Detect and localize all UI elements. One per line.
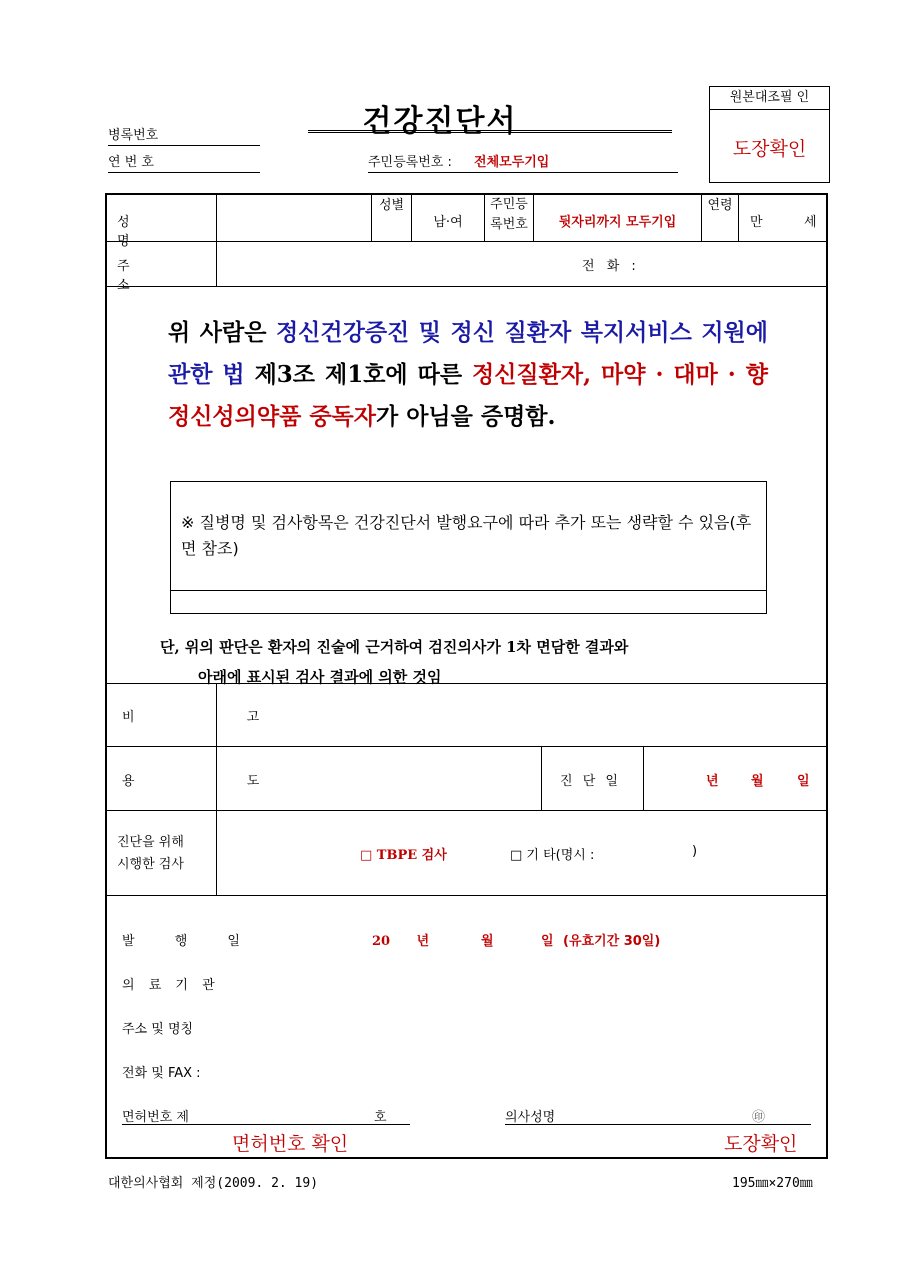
statement-part3: 가 아님을 증명함. bbox=[375, 403, 556, 430]
serial-number-field bbox=[108, 151, 260, 173]
column-divider bbox=[643, 746, 644, 810]
age-label: 연령 bbox=[707, 198, 733, 213]
disclaimer bbox=[160, 632, 820, 692]
header-resident-field bbox=[368, 151, 678, 173]
gender-label: 성별 bbox=[378, 198, 405, 213]
phone-label: 전 화 : bbox=[582, 259, 640, 274]
tbpe-test-checkbox[interactable]: □ TBPE 검사 bbox=[360, 848, 447, 863]
license-label: 면허번호 제 bbox=[122, 1110, 189, 1125]
issue-day: 일 bbox=[541, 934, 554, 949]
title-underline bbox=[308, 130, 672, 133]
row-divider bbox=[105, 895, 828, 896]
note-text: ※ 질병명 및 검사항목은 건강진단서 발행요구에 따라 추가 또는 생략할 수 있음(후면 참조) bbox=[181, 513, 752, 558]
note-box-divider bbox=[171, 590, 766, 591]
resident-number-note: 뒷자리까지 모두기입 bbox=[558, 215, 677, 230]
other-test-close: ) bbox=[692, 844, 698, 859]
diagnosis-date-label: 진 단 일 bbox=[560, 774, 621, 789]
row-divider bbox=[105, 810, 828, 811]
column-divider bbox=[738, 193, 739, 241]
row-divider bbox=[105, 241, 828, 242]
other-test-checkbox[interactable]: □ 기 타(명시 : bbox=[510, 848, 595, 863]
disclaimer-line1: 단, 위의 판단은 환자의 진술에 근거하여 검진의사가 1차 면담한 결과와 bbox=[160, 638, 629, 656]
footer-enactment: 대한의사협회 제정(2009. 2. 19) bbox=[108, 1176, 319, 1191]
reg-number-label: 병록번호 bbox=[108, 128, 159, 143]
tests-label-line2: 시행한 검사 bbox=[117, 857, 184, 872]
license-check-note: 면허번호 확인 bbox=[232, 1133, 349, 1155]
doctor-stamp-note: 도장확인 bbox=[724, 1133, 798, 1155]
issue-date-label: 발 행 일 bbox=[122, 934, 258, 949]
address-label: 주 소 bbox=[117, 259, 190, 293]
serial-number-label: 연 번 호 bbox=[108, 155, 154, 170]
note-box bbox=[170, 481, 767, 614]
resident-number-label: 주민등록번호 bbox=[490, 197, 528, 232]
name-label-cell bbox=[117, 211, 205, 249]
tests-label-line1: 진단을 위해 bbox=[117, 835, 184, 850]
disclaimer-line2: 아래에 표시된 검사 결과에 의한 것임 bbox=[198, 668, 442, 686]
age-suffix: 세 bbox=[804, 215, 817, 230]
column-divider bbox=[216, 193, 217, 286]
institution-address-label: 주소 및 명칭 bbox=[122, 1022, 194, 1037]
statement-part1: 위 사람은 bbox=[168, 319, 276, 346]
phone-fax-label: 전화 및 FAX : bbox=[122, 1066, 201, 1081]
statement-law: 정신건강증진 및 정신 질환자 복지서비스 지원에 관한 법 bbox=[168, 319, 768, 388]
doctor-name-label: 의사성명 bbox=[505, 1110, 556, 1125]
stamp-box-note: 도장확인 bbox=[732, 138, 807, 160]
row-divider bbox=[105, 286, 828, 287]
validity-period: (유효기간 30일) bbox=[563, 934, 661, 949]
issue-month: 월 bbox=[481, 934, 494, 949]
diagnosis-year: 년 bbox=[706, 774, 719, 789]
stamp-box-header: 원본대조필 인 bbox=[710, 87, 829, 110]
seal-mark: ㊞ bbox=[752, 1110, 766, 1125]
purpose-label: 용 도 bbox=[122, 774, 314, 789]
row-divider bbox=[105, 746, 828, 747]
reg-number-field bbox=[108, 124, 260, 146]
name-label: 성 명 bbox=[117, 215, 186, 249]
original-check-stamp-box bbox=[709, 86, 830, 183]
tests-label bbox=[117, 832, 184, 876]
statement-condition: 정신질환자, 마약 · 대마 · 향정신성의약품 중독자 bbox=[168, 361, 768, 430]
statement-part2: 제3조 제1호에 따른 bbox=[244, 361, 472, 388]
age-prefix: 만 bbox=[750, 215, 763, 230]
header-resident-note: 전체모두기입 bbox=[474, 155, 550, 170]
footer-paper-size: 195㎜×270㎜ bbox=[732, 1176, 813, 1191]
issue-year: 20 년 bbox=[372, 934, 430, 949]
document-title: 건강진단서 bbox=[362, 104, 518, 139]
license-suffix: 호 bbox=[374, 1110, 387, 1125]
certification-statement bbox=[168, 312, 768, 438]
header-resident-label: 주민등록번호 : bbox=[368, 155, 452, 170]
remarks-label: 비 고 bbox=[122, 710, 314, 725]
institution-label: 의 료 기 관 bbox=[122, 978, 220, 993]
diagnosis-month: 월 bbox=[751, 774, 764, 789]
gender-value: 남·여 bbox=[433, 215, 463, 230]
diagnosis-day: 일 bbox=[797, 774, 810, 789]
column-divider bbox=[541, 746, 542, 810]
